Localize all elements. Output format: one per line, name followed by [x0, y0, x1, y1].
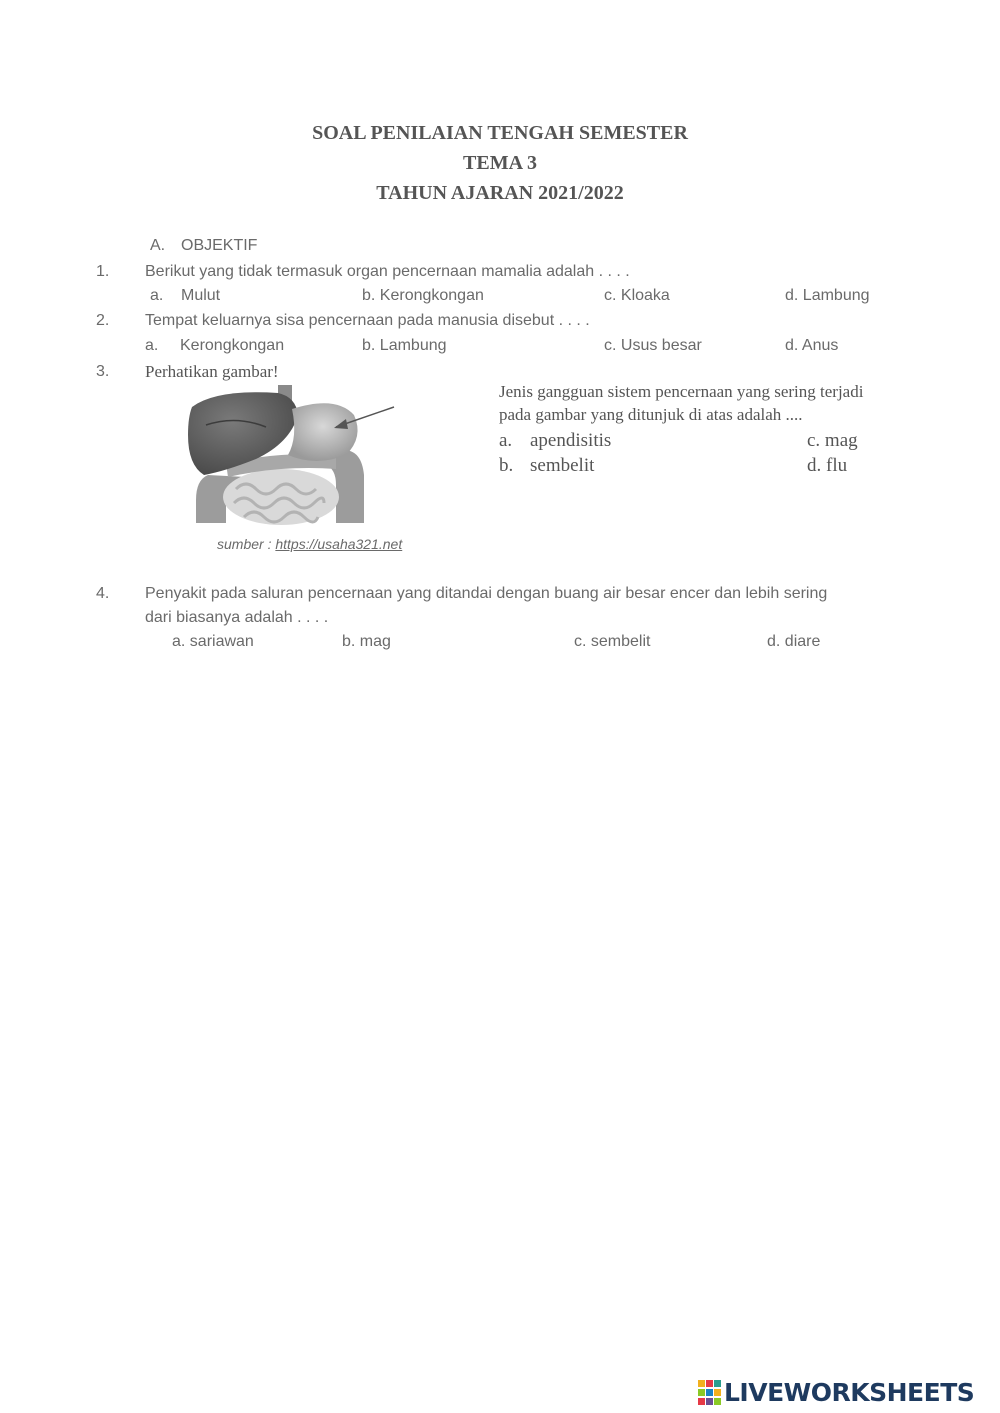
question-1-option-c: c. Kloaka	[604, 287, 670, 304]
question-3-option-a-letter: a.	[499, 430, 513, 451]
question-4-option-d: d. diare	[767, 633, 821, 650]
stomach-shape	[288, 403, 358, 461]
question-3-text-line-1: Jenis gangguan sistem pencernaan yang sering terjadi	[499, 382, 864, 401]
question-3-text-line-2: pada gambar yang ditunjuk di atas adalah ....	[499, 405, 803, 424]
question-2-option-b: b. Lambung	[362, 337, 447, 354]
section-title: OBJEKTIF	[181, 237, 258, 254]
question-2-option-d: d. Anus	[785, 337, 839, 354]
question-3-intro: Perhatikan gambar!	[145, 362, 279, 381]
section-label: A.	[150, 237, 166, 254]
question-1-option-a: Mulut	[181, 287, 221, 304]
logo-blocks-icon	[698, 1380, 722, 1406]
question-3-number: 3.	[96, 363, 110, 380]
question-1-option-d: d. Lambung	[785, 287, 870, 304]
question-4-option-b: b. mag	[342, 633, 391, 650]
question-4-option-a: a. sariawan	[172, 633, 254, 650]
liveworksheets-logo	[698, 1378, 994, 1408]
question-4-number: 4.	[96, 585, 110, 602]
title-line-3: TAHUN AJARAN 2021/2022	[376, 182, 624, 204]
question-2-option-a-letter: a.	[145, 337, 159, 354]
question-4-text-line-2: dari biasanya adalah . . . .	[145, 609, 329, 626]
image-source-link[interactable]: https://usaha321.net	[275, 536, 403, 552]
question-2-number: 2.	[96, 312, 110, 329]
digestive-system-image	[186, 385, 398, 527]
question-4-option-c: c. sembelit	[574, 633, 651, 650]
question-1-number: 1.	[96, 263, 110, 280]
image-source-caption: sumber : https://usaha321.net	[217, 536, 403, 552]
question-2-option-c: c. Usus besar	[604, 337, 702, 354]
question-2-option-a: Kerongkongan	[180, 337, 285, 354]
question-3-option-d: d. flu	[807, 455, 848, 476]
question-3-option-b-letter: b.	[499, 455, 514, 476]
question-2-text: Tempat keluarnya sisa pencernaan pada manusia disebut . . . .	[145, 312, 590, 329]
question-3-option-b: sembelit	[530, 455, 595, 476]
question-1-option-b: b. Kerongkongan	[362, 287, 484, 304]
title-line-2: TEMA 3	[463, 152, 537, 174]
logo-wordmark: LIVEWORKSHEETS	[724, 1378, 975, 1407]
question-4-text-line-1: Penyakit pada saluran pencernaan yang ditandai dengan buang air besar encer dan lebih sering	[145, 585, 828, 602]
question-1-option-a-letter: a.	[150, 287, 164, 304]
question-1-text: Berikut yang tidak termasuk organ pencernaan mamalia adalah . . . .	[145, 263, 630, 280]
title-line-1: SOAL PENILAIAN TENGAH SEMESTER	[312, 122, 688, 144]
question-3-option-c: c. mag	[807, 430, 858, 451]
question-3-option-a: apendisitis	[530, 430, 612, 451]
